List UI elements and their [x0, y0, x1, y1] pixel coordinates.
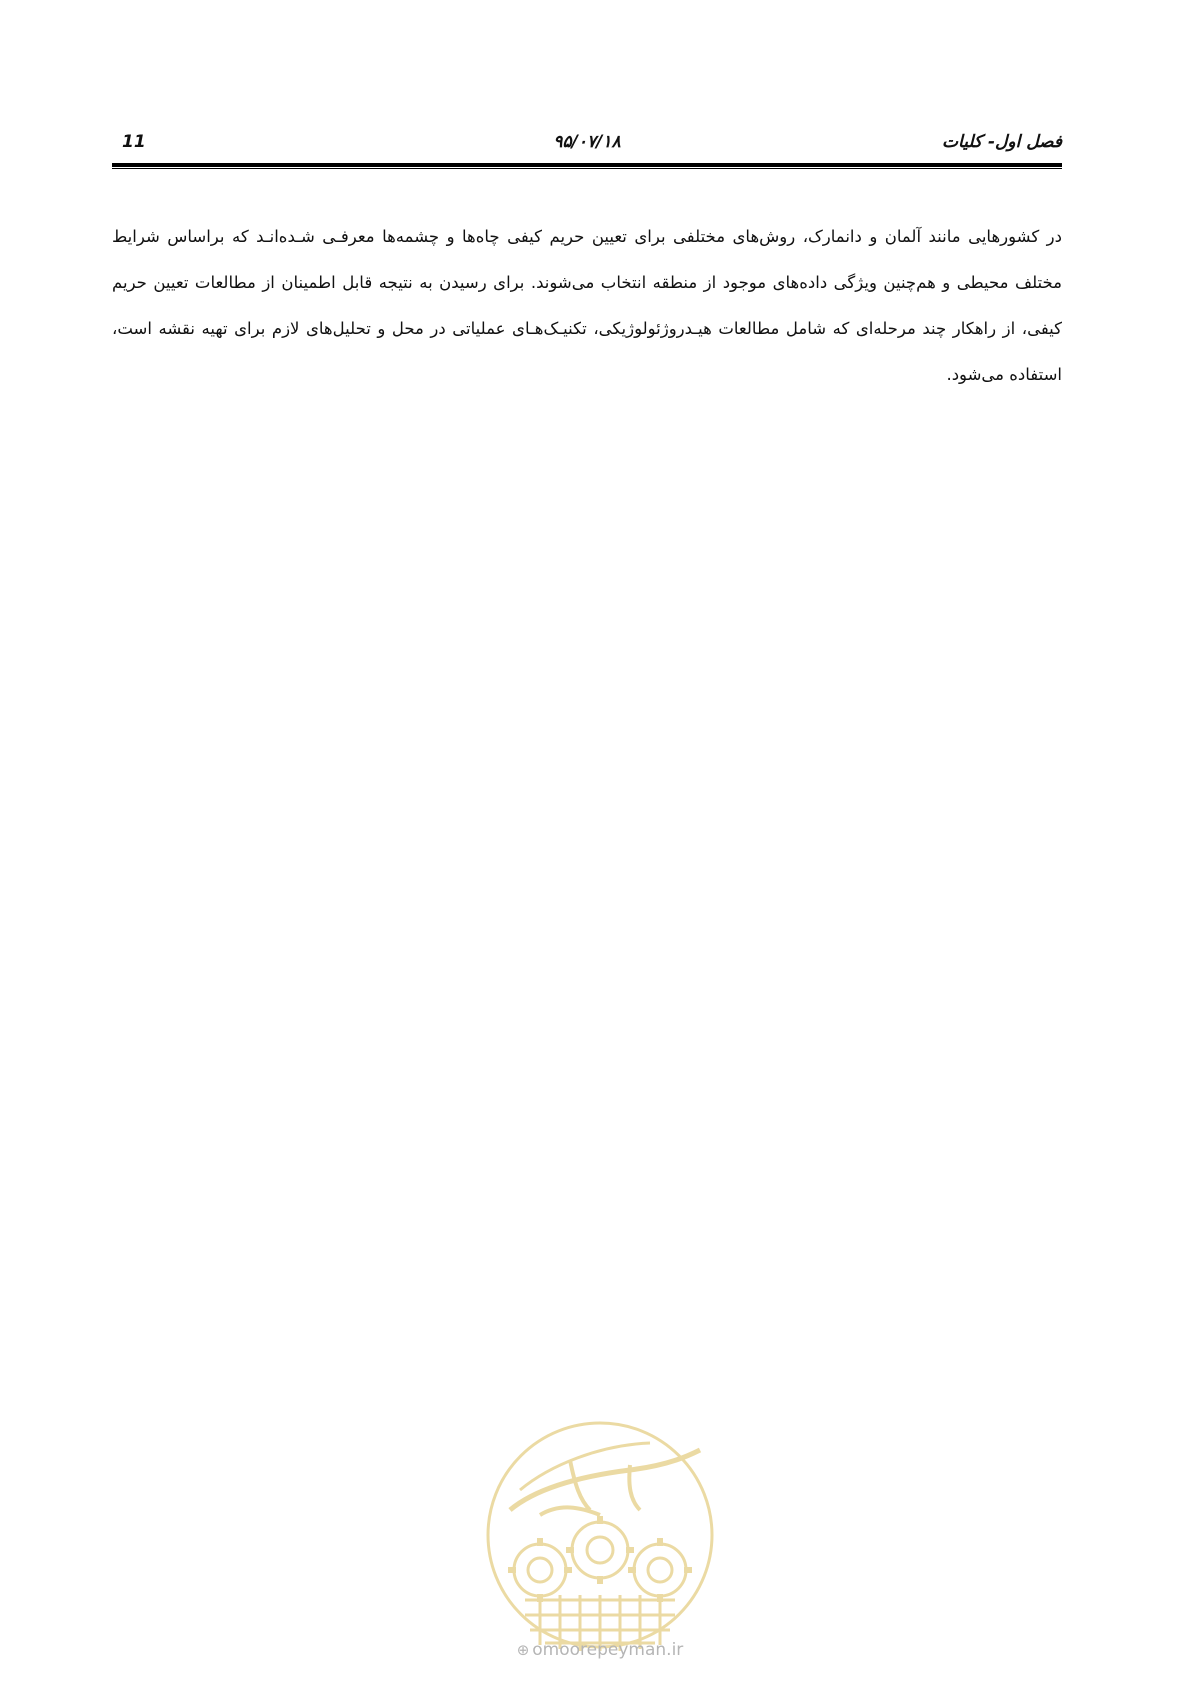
globe-icon: ⊕ — [516, 1641, 530, 1659]
watermark-url — [480, 1640, 720, 1660]
watermark-url-text: omoorepeyman.ir — [532, 1640, 684, 1660]
page-header — [112, 128, 1062, 162]
body-paragraph: در کشورهایی مانند آلمان و دانمارک، روش‌های مختلفی برای تعیین حریم کیفی چاه‌ها و چشمه‌ها معرفـی شـده‌انـد که براساس شرایط مختلف محیطی و هم‌چنین ویژگی داده‌های موجود از منطقه انتخاب می‌شوند. برای رسیدن به نتیجه قابل اطمینان از مطالعات تعیین حریم کیفی، از راهکار چند مرحله‌ای که شامل مطالعات هیـدروژئولوژیکی، تکنیـک‌هـای عملیاتی در محل و تحلیل‌های لازم برای تهیه نقشه است، استفاده می‌شود. — [112, 227, 1062, 384]
chapter-title: فصل اول- کلیات — [942, 132, 1062, 152]
page-number: 11 — [122, 132, 146, 152]
header-rule — [112, 163, 1062, 169]
header-date: ۹۵/۰۷/۱۸ — [553, 132, 621, 152]
